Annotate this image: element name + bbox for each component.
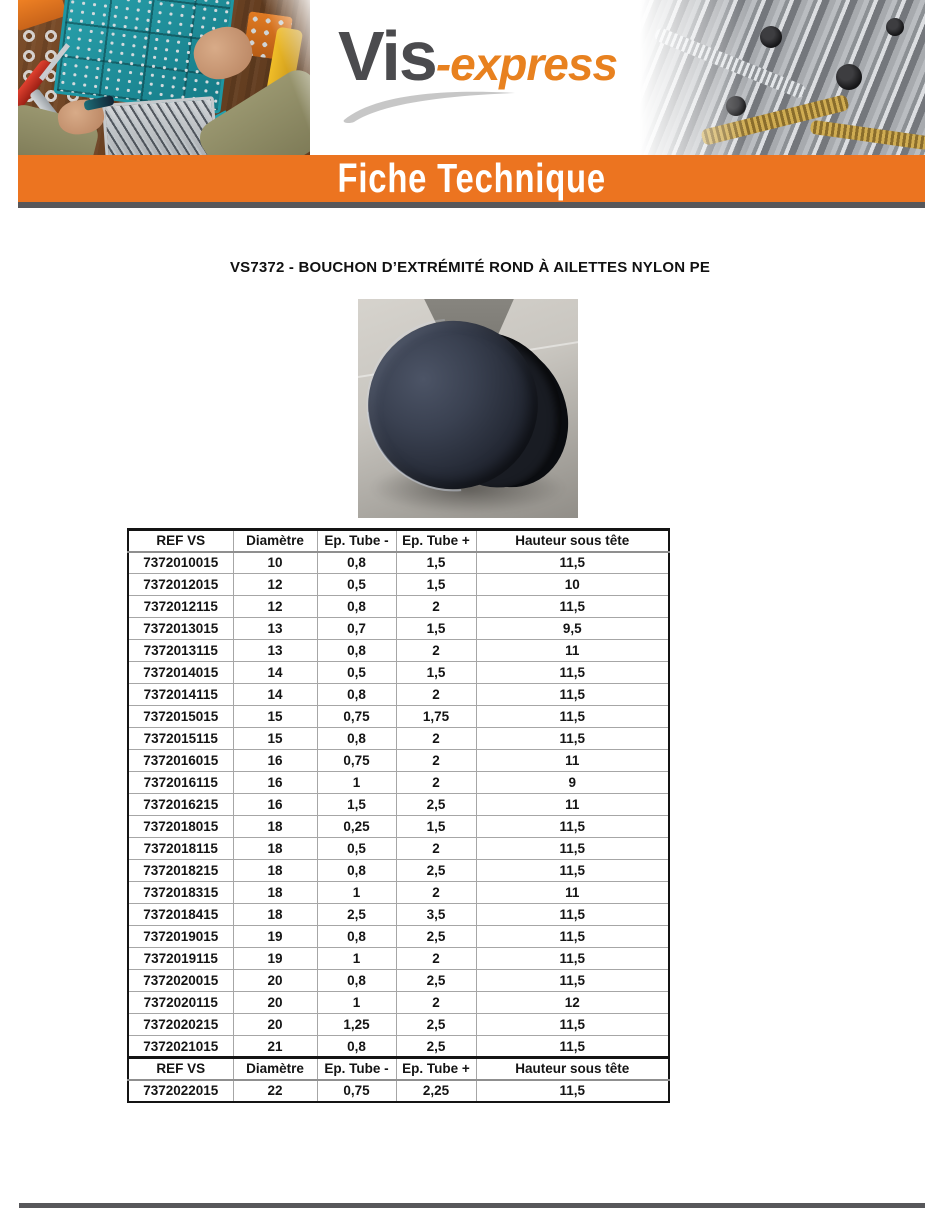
table-cell: 18 xyxy=(233,838,317,860)
silver-screw-shape xyxy=(653,27,807,100)
table-cell: 21 xyxy=(233,1036,317,1058)
table-cell: 18 xyxy=(233,816,317,838)
table-cell: 11,5 xyxy=(476,596,669,618)
table-cell: 0,8 xyxy=(317,926,396,948)
table-cell: 11,5 xyxy=(476,948,669,970)
brass-screw-shape xyxy=(700,94,849,146)
table-cell: 11,5 xyxy=(476,684,669,706)
column-header: Hauteur sous tête xyxy=(476,530,669,552)
table-cell: 1 xyxy=(317,882,396,904)
table-cell: 12 xyxy=(476,992,669,1014)
table-cell: 7372012015 xyxy=(128,574,233,596)
table-cell: 11,5 xyxy=(476,1036,669,1058)
table-cell: 20 xyxy=(233,992,317,1014)
table-cell: 7372010015 xyxy=(128,552,233,574)
table-row xyxy=(128,1080,669,1102)
table-cell: 0,25 xyxy=(317,816,396,838)
table-cell: 7372013115 xyxy=(128,640,233,662)
table-cell: 11,5 xyxy=(476,706,669,728)
table-cell: 1,5 xyxy=(396,662,476,684)
table-row xyxy=(128,750,669,772)
table-cell: 2 xyxy=(396,684,476,706)
table-cell: 11,5 xyxy=(476,1080,669,1102)
table-cell: 1,5 xyxy=(396,816,476,838)
table-cell: 11,5 xyxy=(476,728,669,750)
screwdriver-shape xyxy=(18,58,54,112)
table-row xyxy=(128,684,669,706)
table-row xyxy=(128,882,669,904)
table-cell: 14 xyxy=(233,684,317,706)
spec-table-body xyxy=(128,530,669,1102)
table-cell: 0,8 xyxy=(317,728,396,750)
table-cell: 7372019015 xyxy=(128,926,233,948)
right-arm-shape xyxy=(193,63,310,155)
table-cell: 18 xyxy=(233,882,317,904)
yellow-tool-shape xyxy=(263,26,304,115)
table-row xyxy=(128,728,669,750)
table-cell: 2 xyxy=(396,882,476,904)
table-cell: 7372020215 xyxy=(128,1014,233,1036)
table-row xyxy=(128,1036,669,1058)
column-header: REF VS xyxy=(128,1058,233,1080)
column-header: Ep. Tube + xyxy=(396,1058,476,1080)
table-cell: 12 xyxy=(233,596,317,618)
table-cell: 11,5 xyxy=(476,552,669,574)
spec-table xyxy=(127,528,670,1103)
screw-head-shape xyxy=(760,26,782,48)
table-cell: 1 xyxy=(317,772,396,794)
column-header: Ep. Tube - xyxy=(317,530,396,552)
screwdriver-shaft-shape xyxy=(39,43,70,81)
table-cell: 0,8 xyxy=(317,684,396,706)
vis-express-logo xyxy=(310,0,640,155)
table-row xyxy=(128,948,669,970)
table-row xyxy=(128,596,669,618)
table-cell: 1 xyxy=(317,948,396,970)
table-row xyxy=(128,618,669,640)
workbench-photo xyxy=(18,0,310,155)
table-cell: 2 xyxy=(396,838,476,860)
table-cell: 7372013015 xyxy=(128,618,233,640)
table-cell: 16 xyxy=(233,794,317,816)
table-cell: 0,7 xyxy=(317,618,396,640)
small-box-shape xyxy=(243,11,293,61)
table-row xyxy=(128,706,669,728)
table-cell: 11 xyxy=(476,794,669,816)
table-cell: 1,5 xyxy=(317,794,396,816)
table-cell: 9,5 xyxy=(476,618,669,640)
table-cell: 12 xyxy=(233,574,317,596)
table-header-row xyxy=(128,1058,669,1080)
table-cell: 2 xyxy=(396,772,476,794)
table-cell: 7372018015 xyxy=(128,816,233,838)
box-handle-shape xyxy=(127,73,241,155)
table-cell: 1,5 xyxy=(396,552,476,574)
table-row xyxy=(128,552,669,574)
screws-photo xyxy=(640,0,925,155)
table-cell: 11,5 xyxy=(476,926,669,948)
table-row xyxy=(128,860,669,882)
table-cell: 11,5 xyxy=(476,904,669,926)
table-row xyxy=(128,640,669,662)
band-title: Fiche Technique xyxy=(337,155,606,201)
footer-divider xyxy=(19,1203,925,1208)
logo-express-text: -express xyxy=(435,38,618,90)
table-cell: 2,5 xyxy=(396,970,476,992)
table-cell: 2,5 xyxy=(396,794,476,816)
product-title: VS7372 - BOUCHON D’EXTRÉMITÉ ROND À AILETTES NYLON PE xyxy=(229,259,711,276)
table-row xyxy=(128,772,669,794)
column-header: Hauteur sous tête xyxy=(476,1058,669,1080)
table-cell: 7372016215 xyxy=(128,794,233,816)
table-row xyxy=(128,970,669,992)
table-cell: 7372018215 xyxy=(128,860,233,882)
washers-shape xyxy=(20,28,98,114)
left-arm-shape xyxy=(18,102,101,155)
driver-bit-shape xyxy=(83,95,114,111)
table-cell: 2,5 xyxy=(317,904,396,926)
table-cell: 0,8 xyxy=(317,970,396,992)
screw-tray-shape xyxy=(102,96,218,155)
table-cell: 3,5 xyxy=(396,904,476,926)
table-cell: 7372018315 xyxy=(128,882,233,904)
table-cell: 20 xyxy=(233,970,317,992)
wrench-shape xyxy=(29,88,70,136)
table-cell: 2,25 xyxy=(396,1080,476,1102)
table-cell: 10 xyxy=(476,574,669,596)
fiche-technique-band xyxy=(18,155,925,202)
table-cell: 2,5 xyxy=(396,1036,476,1058)
table-cell: 10 xyxy=(233,552,317,574)
table-cell: 7372015115 xyxy=(128,728,233,750)
table-cell: 7372015015 xyxy=(128,706,233,728)
table-cell: 2 xyxy=(396,596,476,618)
table-cell: 0,5 xyxy=(317,574,396,596)
table-row xyxy=(128,992,669,1014)
table-cell: 2 xyxy=(396,640,476,662)
table-row xyxy=(128,794,669,816)
table-cell: 0,5 xyxy=(317,838,396,860)
table-row xyxy=(128,1014,669,1036)
table-cell: 0,8 xyxy=(317,596,396,618)
table-cell: 0,75 xyxy=(317,706,396,728)
screw-head-shape xyxy=(726,96,746,116)
logo-vis-text: Vis xyxy=(338,17,436,95)
spec-table-wrap xyxy=(127,528,668,1103)
band-divider xyxy=(18,202,925,208)
table-cell: 7372016015 xyxy=(128,750,233,772)
table-row xyxy=(128,662,669,684)
table-cell: 7372020115 xyxy=(128,992,233,1014)
table-cell: 2 xyxy=(396,992,476,1014)
table-cell: 11 xyxy=(476,882,669,904)
column-header: Ep. Tube - xyxy=(317,1058,396,1080)
table-cell: 20 xyxy=(233,1014,317,1036)
table-cell: 7372016115 xyxy=(128,772,233,794)
brass-screw-shape xyxy=(810,120,925,151)
table-cell: 13 xyxy=(233,640,317,662)
table-cell: 15 xyxy=(233,728,317,750)
table-cell: 14 xyxy=(233,662,317,684)
table-cell: 11,5 xyxy=(476,838,669,860)
screw-head-shape xyxy=(836,64,862,90)
table-cell: 11,5 xyxy=(476,860,669,882)
table-cell: 15 xyxy=(233,706,317,728)
table-cell: 1,5 xyxy=(396,574,476,596)
table-cell: 0,75 xyxy=(317,1080,396,1102)
table-cell: 13 xyxy=(233,618,317,640)
table-cell: 16 xyxy=(233,772,317,794)
table-cell: 11,5 xyxy=(476,970,669,992)
table-row xyxy=(128,926,669,948)
column-header: Diamètre xyxy=(233,1058,317,1080)
wrench-head-shape xyxy=(22,120,51,149)
column-header: REF VS xyxy=(128,530,233,552)
table-cell: 11,5 xyxy=(476,662,669,684)
table-cell: 22 xyxy=(233,1080,317,1102)
table-cell: 0,75 xyxy=(317,750,396,772)
table-cell: 1,5 xyxy=(396,618,476,640)
table-cell: 0,8 xyxy=(317,860,396,882)
table-cell: 7372014015 xyxy=(128,662,233,684)
table-cell: 11 xyxy=(476,640,669,662)
table-cell: 2,5 xyxy=(396,926,476,948)
table-cell: 7372020015 xyxy=(128,970,233,992)
table-cell: 0,8 xyxy=(317,640,396,662)
column-header: Diamètre xyxy=(233,530,317,552)
table-cell: 0,8 xyxy=(317,552,396,574)
screw-head-shape xyxy=(886,18,904,36)
table-cell: 1,25 xyxy=(317,1014,396,1036)
table-cell: 1,75 xyxy=(396,706,476,728)
table-cell: 7372021015 xyxy=(128,1036,233,1058)
table-cell: 19 xyxy=(233,948,317,970)
right-hand-shape xyxy=(187,20,259,87)
table-cell: 2,5 xyxy=(396,1014,476,1036)
table-cell: 16 xyxy=(233,750,317,772)
table-cell: 9 xyxy=(476,772,669,794)
table-row xyxy=(128,574,669,596)
table-cell: 1 xyxy=(317,992,396,1014)
table-cell: 11,5 xyxy=(476,816,669,838)
table-cell: 11,5 xyxy=(476,1014,669,1036)
table-row xyxy=(128,816,669,838)
table-cell: 2 xyxy=(396,750,476,772)
table-cell: 18 xyxy=(233,860,317,882)
table-cell: 11 xyxy=(476,750,669,772)
table-cell: 7372022015 xyxy=(128,1080,233,1102)
table-row xyxy=(128,904,669,926)
table-cell: 7372012115 xyxy=(128,596,233,618)
column-header: Ep. Tube + xyxy=(396,530,476,552)
table-cell: 7372014115 xyxy=(128,684,233,706)
orange-clamp-shape xyxy=(18,0,67,31)
table-cell: 7372019115 xyxy=(128,948,233,970)
table-cell: 7372018115 xyxy=(128,838,233,860)
product-photo xyxy=(358,299,578,518)
table-cell: 2 xyxy=(396,728,476,750)
table-row xyxy=(128,838,669,860)
table-cell: 2,5 xyxy=(396,860,476,882)
logo-swoosh-icon xyxy=(340,84,530,124)
table-cell: 7372018415 xyxy=(128,904,233,926)
parts-box-shape xyxy=(53,0,234,114)
table-cell: 18 xyxy=(233,904,317,926)
table-cell: 19 xyxy=(233,926,317,948)
left-hand-shape xyxy=(56,97,106,137)
table-cell: 2 xyxy=(396,948,476,970)
table-header-row xyxy=(128,530,669,552)
table-cell: 0,8 xyxy=(317,1036,396,1058)
table-cell: 0,5 xyxy=(317,662,396,684)
